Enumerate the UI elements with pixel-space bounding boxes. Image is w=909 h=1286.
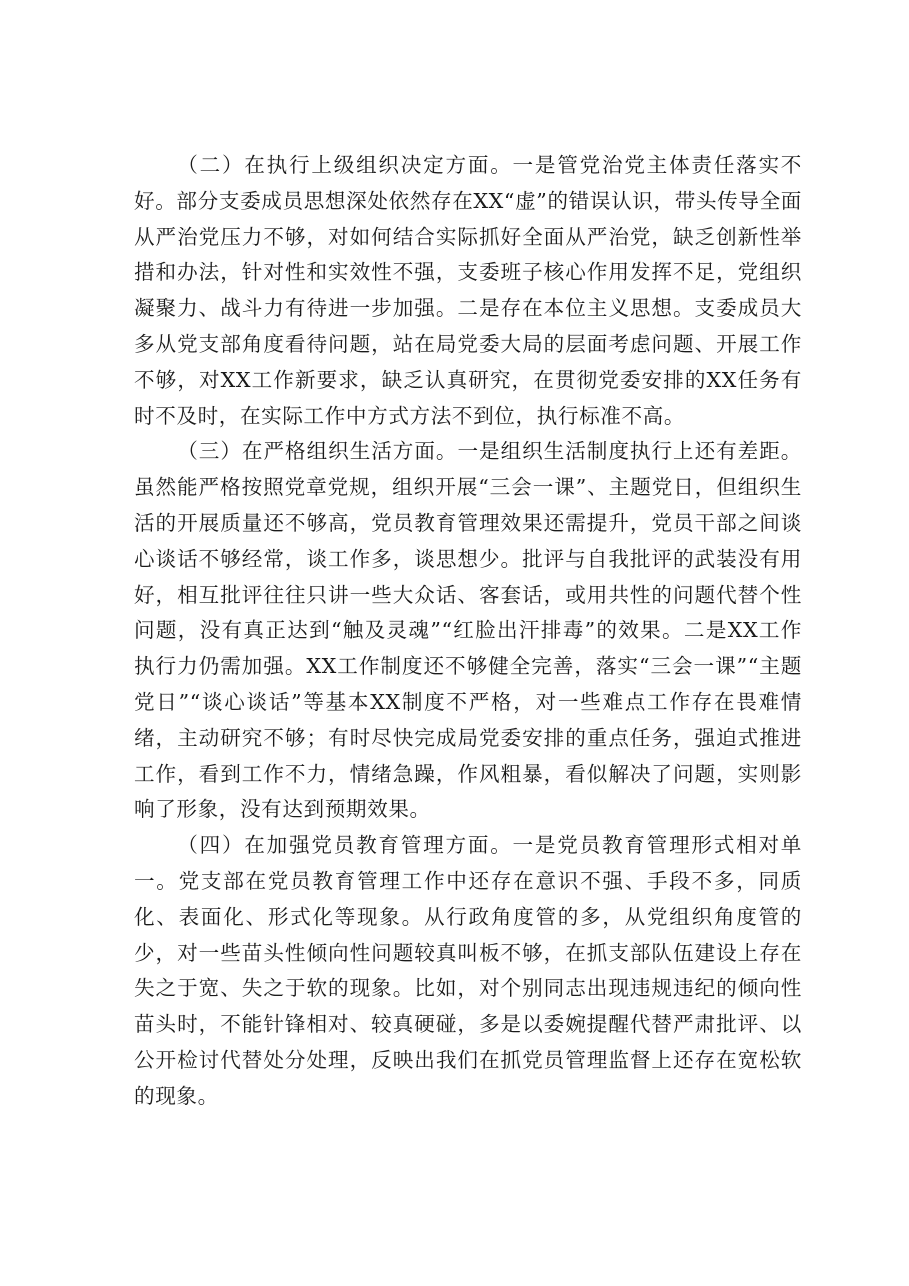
paragraph-execution: （二）在执行上级组织决定方面。一是管党治党主体责任落实不好。部分支委成员思想深处依然存在XX“虚”的错误认识，带头传导全面从严治党压力不够，对如何结合实际抓好全面从严治党，缺乏创新性举措和办法，针对性和实效性不强，支委班子核心作用发挥不足，党组织凝聚力、战斗力有待进一步加强。二是存在本位主义思想。支委成员大多从党支部角度看待问题，站在局党委大局的层面考虑问题、开展工作不够，对XX工作新要求，缺乏认真研究，在贯彻党委安排的XX任务有时不及时，在实际工作中方式方法不到位，执行标准不高。 (134, 153, 802, 428)
paragraph-member-education: （四）在加强党员教育管理方面。一是党员教育管理形式相对单一。党支部在党员教育管理工作中还存在意识不强、手段不多，同质化、表面化、形式化等现象。从行政角度管的多，从党组织角度管的少，对一些苗头性倾向性问题较真叫板不够，在抓支部队伍建设上存在失之于宽、失之于软的现象。比如，对个别同志出现违规违纪的倾向性苗头时，不能针锋相对、较真硬碰，多是以委婉提醒代替严肃批评、以公开检讨代替处分处理，反映出我们在抓党员管理监督上还存在宽松软的现象。 (134, 833, 802, 1108)
paragraph-organizational-life: （三）在严格组织生活方面。一是组织生活制度执行上还有差距。虽然能严格按照党章党规，组织开展“三会一课”、主题党日，但组织生活的开展质量还不够高，党员教育管理效果还需提升，党员干部之间谈心谈话不够经常，谈工作多，谈思想少。批评与自我批评的武装没有用好，相互批评往往只讲一些大众话、客套话，或用共性的问题代替个性问题，没有真正达到“触及灵魂”“红脸出汗排毒”的效果。二是XX工作执行力仍需加强。XX工作制度还不够健全完善，落实“三会一课”“主题党日”“谈心谈话”等基本XX制度不严格，对一些难点工作存在畏难情绪，主动研究不够；有时尽快完成局党委安排的重点任务，强迫式推进工作，看到工作不力，情绪急躁，作风粗暴，看似解决了问题，实则影响了形象，没有达到预期效果。 (134, 439, 802, 822)
document-body (134, 148, 802, 1115)
